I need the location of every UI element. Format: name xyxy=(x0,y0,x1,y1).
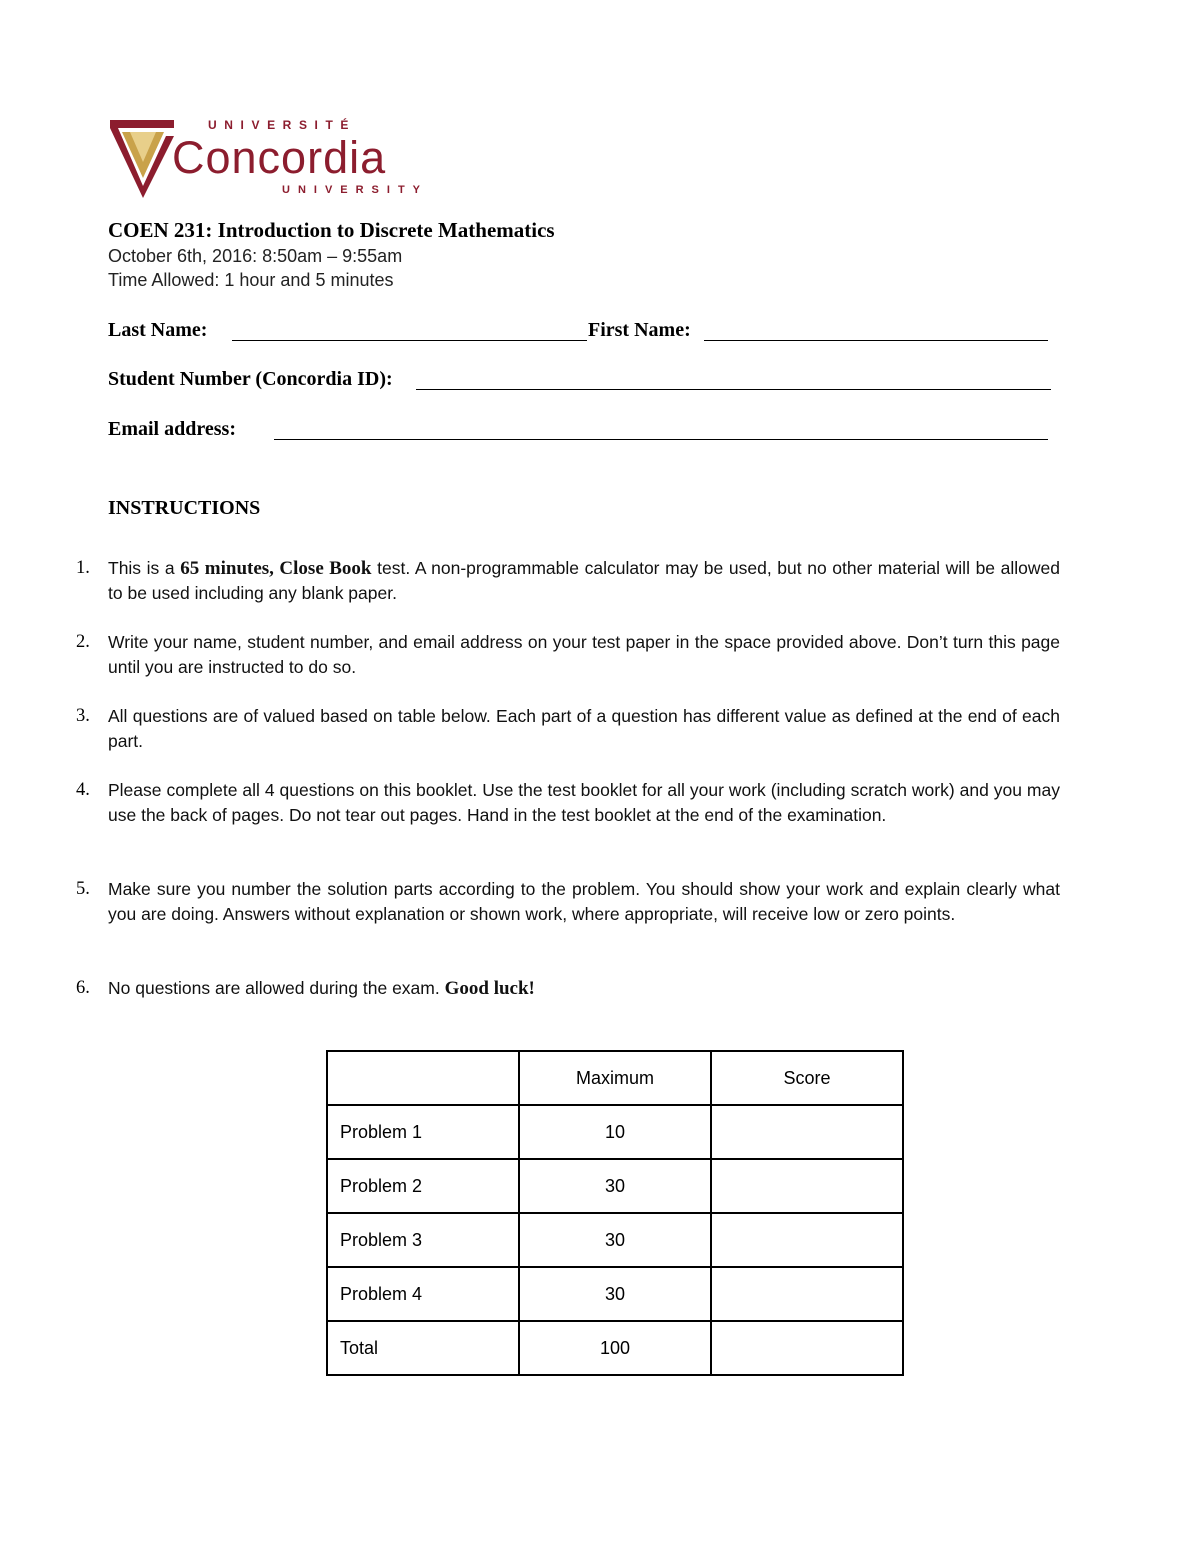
instruction-item: 5. Make sure you number the solution parts according to the problem. You should show your work and explain clearly what you are doing. Answers without explanation or shown work, where appropriate, will receive low or zero points. xyxy=(76,879,1060,924)
course-code: COEN 231: xyxy=(108,218,213,242)
instruction-item: 1. This is a 65 minutes, Close Book test. A non-programmable calculator may be used, but no other material will be allowed to be used including any blank paper. xyxy=(76,558,1060,603)
instruction-item: 3. All questions are of valued based on table below. Each part of a question has different value as defined at the end of each part. xyxy=(76,706,1060,751)
row-maximum: 100 xyxy=(519,1321,711,1375)
logo-university-text: UNIVERSITY xyxy=(282,184,429,196)
item-number: 4. xyxy=(76,780,90,800)
row-score[interactable] xyxy=(711,1159,903,1213)
email-label: Email address: xyxy=(108,418,236,440)
course-heading xyxy=(108,218,555,243)
row-score[interactable] xyxy=(711,1105,903,1159)
time-allowed: Time Allowed: 1 hour and 5 minutes xyxy=(108,270,394,290)
row-score[interactable] xyxy=(711,1321,903,1375)
row-label: Problem 3 xyxy=(327,1213,519,1267)
header-cell-maximum: Maximum xyxy=(519,1051,711,1105)
row-label: Problem 1 xyxy=(327,1105,519,1159)
good-luck-text: Good luck! xyxy=(444,978,535,999)
row-score[interactable] xyxy=(711,1267,903,1321)
instruction-item: 2. Write your name, student number, and email address on your test paper in the space provided above. Don’t turn this page until you are instructed to do so. xyxy=(76,632,1060,677)
row-maximum: 30 xyxy=(519,1267,711,1321)
row-label: Problem 2 xyxy=(327,1159,519,1213)
email-line[interactable] xyxy=(274,439,1048,440)
table-row xyxy=(327,1105,903,1159)
header-cell-empty xyxy=(327,1051,519,1105)
table-header-row xyxy=(327,1051,903,1105)
first-name-label: First Name: xyxy=(588,319,691,341)
instruction-item: 4. Please complete all 4 questions on this booklet. Use the test booklet for all your work (including scratch work) and you may use the back of pages. Do not tear out pages. Hand in the test booklet at the end of the examination. xyxy=(76,780,1060,825)
item-number: 1. xyxy=(76,558,90,578)
item-number: 6. xyxy=(76,978,90,998)
last-name-line[interactable] xyxy=(232,340,587,341)
score-table xyxy=(326,1050,904,1376)
student-number-line[interactable] xyxy=(416,389,1051,390)
logo-universite-text: UNIVERSITÉ xyxy=(208,118,357,132)
logo-concordia-text: Concordia xyxy=(172,132,387,183)
student-number-label: Student Number (Concordia ID): xyxy=(108,368,393,390)
row-maximum: 10 xyxy=(519,1105,711,1159)
row-label: Problem 4 xyxy=(327,1267,519,1321)
table-row xyxy=(327,1267,903,1321)
instruction-item: 6. No questions are allowed during the exam. Good luck! xyxy=(76,978,535,999)
table-row xyxy=(327,1321,903,1375)
row-label: Total xyxy=(327,1321,519,1375)
item-number: 5. xyxy=(76,879,90,899)
bold-emphasis: 65 minutes, Close Book xyxy=(180,558,372,579)
first-name-line[interactable] xyxy=(704,340,1048,341)
header-cell-score: Score xyxy=(711,1051,903,1105)
course-title: Introduction to Discrete Mathematics xyxy=(217,218,555,242)
item-number: 2. xyxy=(76,632,90,652)
row-maximum: 30 xyxy=(519,1159,711,1213)
row-maximum: 30 xyxy=(519,1213,711,1267)
concordia-shield-logo xyxy=(108,116,178,201)
row-score[interactable] xyxy=(711,1213,903,1267)
item-number: 3. xyxy=(76,706,90,726)
last-name-label: Last Name: xyxy=(108,319,208,341)
table-row xyxy=(327,1159,903,1213)
exam-date: October 6th, 2016: 8:50am – 9:55am xyxy=(108,246,403,266)
table-row xyxy=(327,1213,903,1267)
instructions-title: INSTRUCTIONS xyxy=(108,497,261,519)
